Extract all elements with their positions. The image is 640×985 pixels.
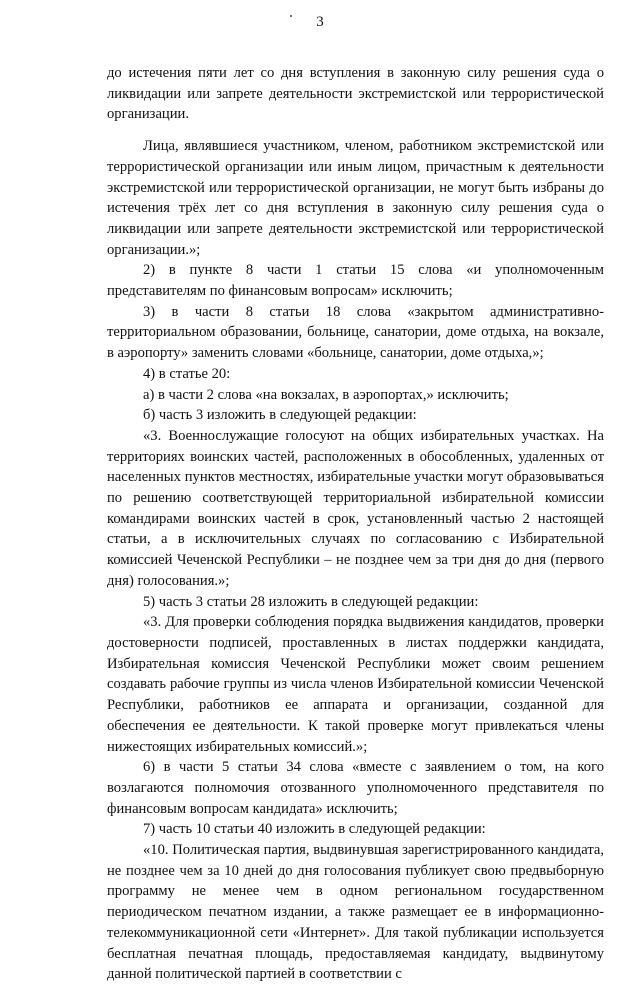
paragraph-military-voting: «3. Военнослужащие голосуют на общих избирательных участках. На территориях воинских частей, расположенных в обособленных, удаленных от населенных пунктов местностях, избирательные участки могут образовываться по решению соответствующей территориальной избирательной комиссии командирами воинских частей в срок, установленный частью 2 настоящей статьи, а в исключительных случаях по согласованию с Избирательной комиссией Чеченской Республики – не позднее чем за три дня до дня (первого дня) голосования.»; (107, 427, 604, 589)
paragraph-item-5: 5) часть 3 статьи 28 изложить в следующей редакции: (143, 593, 479, 610)
document-body (107, 63, 604, 985)
paragraph-item-7: 7) часть 10 статьи 40 изложить в следующей редакции: (143, 821, 486, 838)
scan-speck (290, 15, 292, 17)
paragraph-verification-groups: «3. Для проверки соблюдения порядка выдвижения кандидатов, проверки достоверности подписей, проставленных в листах поддержки кандидата, Избирательная комиссия Чеченской Республики может своим решением создавать рабочие группы из числа членов Избирательной комиссии Чеченской Республики, работников ее аппарата и организации, созданной для обеспечения ее деятельности. К такой проверке могут привлекаться члены нижестоящих избирательных комиссий.»; (107, 614, 604, 755)
paragraph-restriction-note: Лица, являвшиеся участником, членом, работником экстремистской или террористической организации или иным лицом, причастным к деятельности экстремистской или террористической организации, не могут быть избраны до истечения трёх лет со дня вступления в законную силу решения суда о ликвидации или запрете деятельности экстремистской или террористической организации.»; (107, 138, 604, 258)
paragraph-item-2: 2) в пункте 8 части 1 статьи 15 слова «и уполномоченным представителям по финансовым вопросам» исключить; (107, 262, 604, 300)
paragraph-item-6: 6) в части 5 статьи 34 слова «вместе с заявлением о том, на кого возлагаются полномочия отозванного уполномоченного представителя по финансовым вопросам кандидата» исключить; (107, 759, 604, 817)
page-number: 3 (316, 14, 324, 30)
paragraph-item-4a: а) в части 2 слова «на вокзалах, в аэропортах,» исключить; (143, 386, 509, 403)
paragraph-item-3: 3) в части 8 статьи 18 слова «закрытом административно-территориальном образовании, больнице, санатории, доме отдыха, на вокзале, в аэропорту» заменить словами «больнице, санатории, доме отдыха,»; (107, 303, 604, 362)
paragraph-continuation: до истечения пяти лет со дня вступления в законную силу решения суда о ликвидации или запрете деятельности экстремистской или террористической организации. (107, 65, 604, 123)
paragraph-party-program: «10. Политическая партия, выдвинувшая зарегистрированного кандидата, не позднее чем за 10 дней до дня голосования публикует свою предвыборную программу не менее чем в одном региональном государственном периодическом печатном издании, а также размещает ее в информационно-телекоммуникационной сети «Интернет». Для такой публикации используется бесплатная печатная площадь, предоставляемая кандидату, выдвинутому данной политической партией в соответствии с (107, 842, 604, 983)
paragraph-item-4: 4) в статье 20: (143, 365, 231, 382)
paragraph-item-4b: б) часть 3 изложить в следующей редакции: (143, 407, 417, 424)
